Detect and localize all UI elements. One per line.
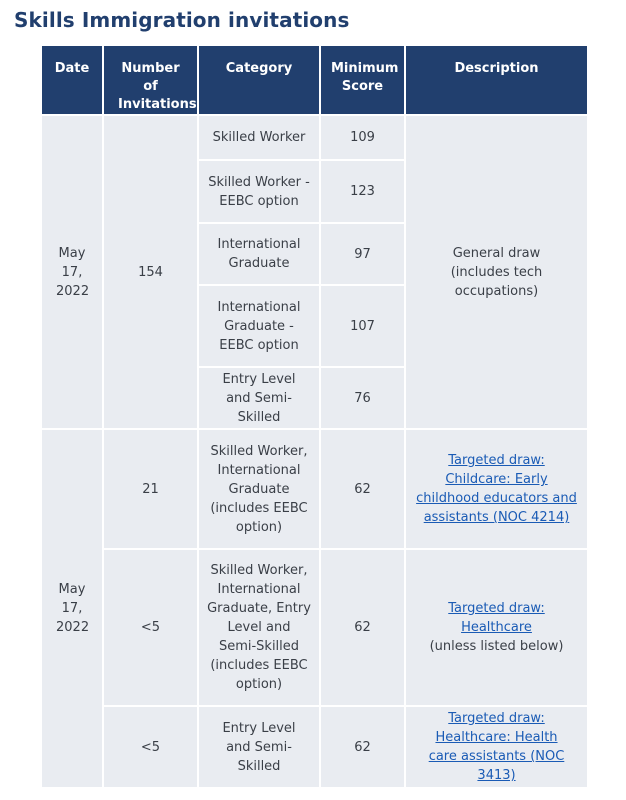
invitations-cell: <5 — [103, 549, 198, 706]
invitations-cell: 154 — [103, 115, 198, 429]
score-cell: 76 — [320, 367, 405, 429]
score-cell: 123 — [320, 160, 405, 223]
table-row — [41, 115, 588, 160]
description-cell — [405, 429, 588, 549]
header-invitations: Number of Invitations — [103, 45, 198, 115]
category-cell: Skilled Worker - EEBC option — [198, 160, 320, 223]
header-date: Date — [41, 45, 103, 115]
invitations-cell: <5 — [103, 706, 198, 788]
description-cell — [405, 549, 588, 706]
header-row — [41, 45, 588, 115]
category-cell: Entry Level and Semi-Skilled — [198, 367, 320, 429]
description-cell: General draw (includes tech occupations) — [405, 115, 588, 429]
score-cell: 62 — [320, 549, 405, 706]
category-cell: Entry Level and Semi-Skilled — [198, 706, 320, 788]
description-note: (unless listed below) — [429, 639, 564, 654]
score-cell: 97 — [320, 223, 405, 285]
category-cell: International Graduate — [198, 223, 320, 285]
category-cell: Skilled Worker — [198, 115, 320, 160]
table-row — [41, 429, 588, 549]
score-cell: 109 — [320, 115, 405, 160]
page-title: Skills Immigration invitations — [14, 8, 350, 32]
header-description: Description — [405, 45, 588, 115]
score-cell: 62 — [320, 429, 405, 549]
invitations-table — [40, 44, 589, 789]
score-cell: 62 — [320, 706, 405, 788]
healthcare-draw-link[interactable]: Targeted draw: Healthcare — [448, 601, 545, 635]
category-cell: Skilled Worker, International Graduate, Entry Level and Semi-Skilled (includes EEBC option) — [198, 549, 320, 706]
category-cell: International Graduate - EEBC option — [198, 285, 320, 367]
table-row — [41, 549, 588, 706]
header-category: Category — [198, 45, 320, 115]
header-min-score: Minimum Score — [320, 45, 405, 115]
category-cell: Skilled Worker, International Graduate (includes EEBC option) — [198, 429, 320, 549]
health-care-assistants-link[interactable]: Targeted draw: Healthcare: Health care assistants (NOC 3413) — [428, 711, 565, 783]
invitations-cell: 21 — [103, 429, 198, 549]
date-cell: May 17, 2022 — [41, 115, 103, 429]
date-cell: May 17, 2022 — [41, 429, 103, 788]
score-cell: 107 — [320, 285, 405, 367]
childcare-draw-link[interactable]: Targeted draw: Childcare: Early childhood educators and assistants (NOC 4214) — [416, 453, 577, 525]
table-row — [41, 706, 588, 788]
description-cell — [405, 706, 588, 788]
